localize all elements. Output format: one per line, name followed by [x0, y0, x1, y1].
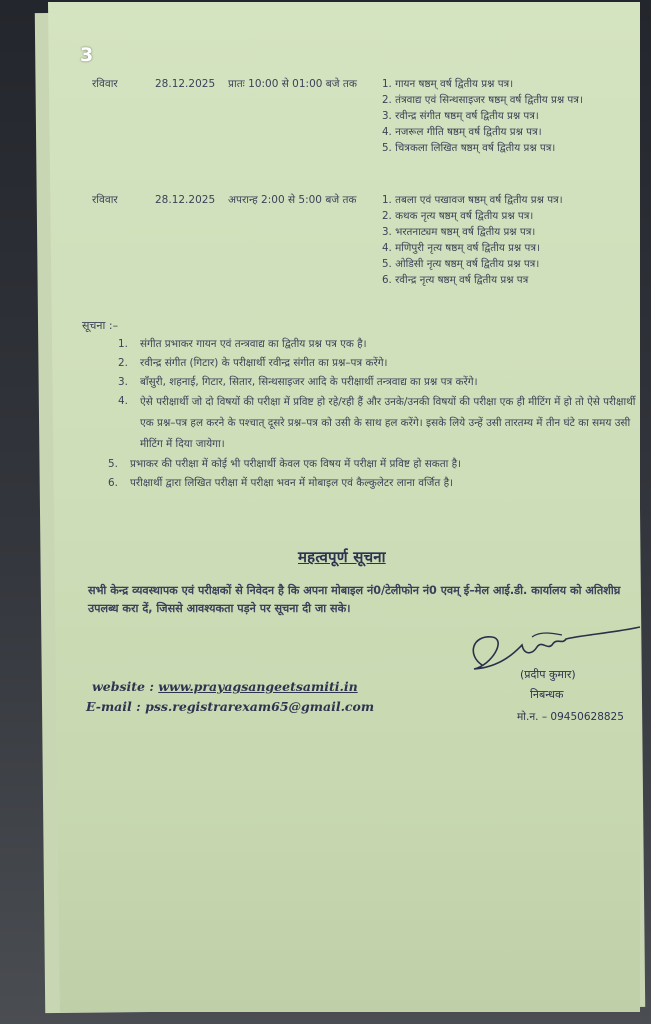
signatory-title: निबन्धक: [530, 688, 564, 701]
schedule-date: 28.12.2025: [155, 78, 216, 90]
list-item: [100, 373, 638, 392]
list-item: 4. मणिपुरी नृत्य षष्ठम् वर्ष द्वितीय प्रश्न पत्र।: [382, 242, 540, 254]
note-text: रवीन्द्र संगीत (गिटार) के परीक्षार्थी रवीन्द्र संगीत का प्रश्न–पत्र करेंगे।: [140, 357, 388, 369]
note-number: 1.: [118, 338, 128, 350]
schedule-date: 28.12.2025: [155, 194, 216, 206]
note-number: 5.: [108, 458, 118, 470]
website-link[interactable]: www.prayagsangeetsamiti.in: [158, 679, 358, 694]
important-notice-text: सभी केन्द्र व्यवस्थापक एवं परीक्षकों से निवेदन है कि अपना मोबाइल नं0/टेलीफोन नं0 एवम् ई–मेल आई.डी. कार्यालय को अतिशीघ्र उपलब्ध करा दें, जिससे आवश्यकता पड़ने पर सूचना दी जा सके।: [88, 584, 621, 615]
signatory-name: (प्रदीप कुमार): [520, 668, 576, 681]
list-item: 5. ओडिसी नृत्य षष्ठम् वर्ष द्वितीय प्रश्न पत्र।: [382, 258, 540, 270]
important-notice-heading: महत्वपूर्ण सूचना: [298, 548, 386, 566]
email-label: E-mail :: [86, 699, 141, 714]
note-number: 4.: [118, 395, 128, 407]
paper-list: [382, 77, 637, 157]
list-item: 1. तबला एवं पखावज षष्ठम् वर्ष द्वितीय प्रश्न पत्र।: [382, 194, 563, 206]
note-text: संगीत प्रभाकर गायन एवं तन्त्रवाद्य का द्वितीय प्रश्न पत्र एक है।: [140, 338, 367, 350]
schedule-time: अपरान्ह 2:00 से 5:00 बजे तक: [228, 194, 357, 206]
email-line: [86, 699, 374, 714]
schedule-time: प्रातः 10:00 से 01:00 बजे तक: [228, 78, 357, 90]
page-number: 3: [80, 44, 94, 66]
list-item: 5. चित्रकला लिखित षष्ठम् वर्ष द्वितीय प्रश्न पत्र।: [382, 142, 556, 154]
website-label: website :: [92, 679, 154, 694]
list-item: [100, 474, 638, 493]
paper-list: [382, 193, 637, 289]
schedule-day: रविवार: [92, 194, 118, 206]
note-text: प्रभाकर की परीक्षा में कोई भी परीक्षार्थी केवल एक विषय में परीक्षा में प्रविष्ट हो सकता है।: [130, 458, 462, 470]
list-item: 3. भरतनाट्यम षष्ठम् वर्ष द्वितीय प्रश्न पत्र।: [382, 226, 536, 238]
note-number: 2.: [118, 357, 128, 369]
notes-heading: सूचना :–: [82, 319, 119, 332]
list-item: 4. नजरूल गीति षष्ठम् वर्ष द्वितीय प्रश्न पत्र।: [382, 126, 542, 138]
list-item: 2. तंत्रवाद्य एवं सिन्थसाइजर षष्ठम् वर्ष द्वितीय प्रश्न पत्र।: [382, 94, 583, 106]
email-link[interactable]: pss.registrarexam65@gmail.com: [145, 699, 375, 714]
note-number: 6.: [108, 477, 118, 489]
list-item: [100, 354, 638, 373]
signatory-mobile: मो.न. – 09450628825: [517, 711, 624, 723]
list-item: [100, 335, 638, 354]
schedule-day: रविवार: [92, 78, 118, 90]
note-text: बाँसुरी, शहनाई, गिटार, सितार, सिन्थसाइजर आदि के परीक्षार्थी तन्त्रवाद्य का प्रश्न पत्र करेंगे।: [140, 376, 478, 388]
note-number: 3.: [118, 376, 128, 388]
list-item: [100, 392, 648, 455]
website-line: [92, 679, 358, 694]
notes-list: [100, 335, 651, 493]
list-item: 1. गायन षष्ठम् वर्ष द्वितीय प्रश्न पत्र।: [382, 78, 514, 90]
list-item: 6. रवीन्द्र नृत्य षष्ठम् वर्ष द्वितीय प्रश्न पत्र: [382, 274, 529, 286]
list-item: [100, 455, 638, 474]
list-item: 2. कथक नृत्य षष्ठम् वर्ष द्वितीय प्रश्न पत्र।: [382, 210, 534, 222]
list-item: 3. रवीन्द्र संगीत षष्ठम् वर्ष द्वितीय प्रश्न पत्र।: [382, 110, 539, 122]
note-text: परीक्षार्थी द्वारा लिखित परीक्षा में परीक्षा भवन में मोबाइल एवं कैल्कुलेटर लाना वर्जित है।: [130, 477, 454, 489]
note-text: ऐसे परीक्षार्थी जो दो विषयों की परीक्षा में प्रविष्ट हो रहे/रही हैं और उनके/उनकी विषयों की परीक्षा एक ही मीटिंग में हो तो ऐसे परीक्षार्थी एक प्रश्न–पत्र हल करने के पश्चात् दूसरे प्रश्न–पत्र को उसी के साथ हल करेंगे। इसके लिये उन्हें उसी तारतम्य में तीन घंटे का समय उसी मीटिंग में दिया जायेगा।: [140, 396, 636, 450]
